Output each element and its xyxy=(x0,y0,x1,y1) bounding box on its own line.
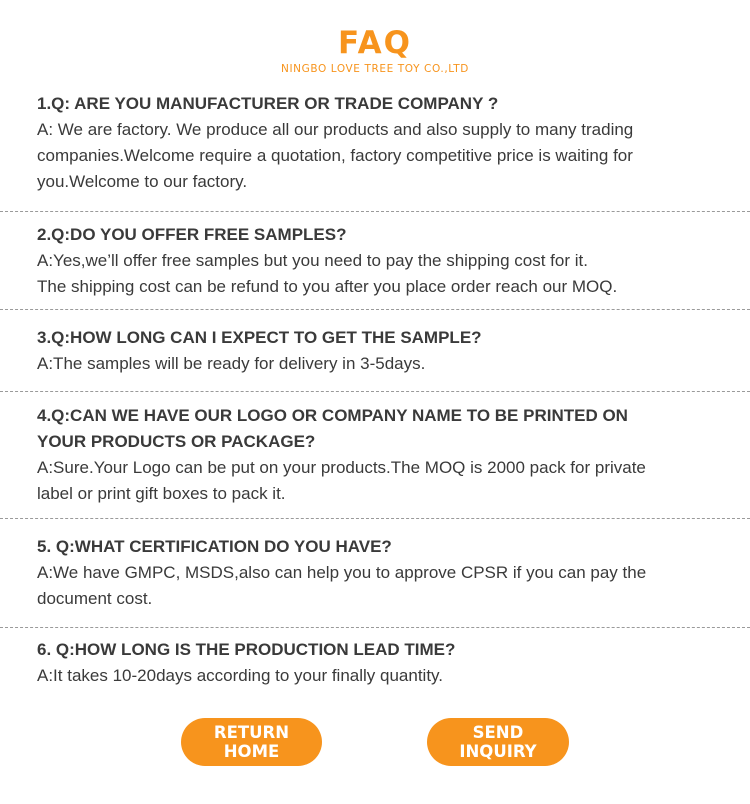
faq-answer-line: A:It takes 10-20days according to your finally quantity. xyxy=(37,666,444,685)
faq-question: 6. Q:HOW LONG IS THE PRODUCTION LEAD TIME? xyxy=(37,640,456,659)
send-inquiry-button[interactable] xyxy=(427,718,569,766)
return-home-button[interactable] xyxy=(181,718,322,766)
faq-question: 5. Q:WHAT CERTIFICATION DO YOU HAVE? xyxy=(37,537,392,556)
faq-item-6 xyxy=(37,637,727,689)
faq-answer-line: A:Yes,we’ll offer free samples but you need to pay the shipping cost for it. xyxy=(37,251,588,270)
faq-answer-line: A:Sure.Your Logo can be put on your products.The MOQ is 2000 pack for private xyxy=(37,458,646,477)
dashed-divider xyxy=(0,518,750,519)
faq-answer-line: you.Welcome to our factory. xyxy=(37,172,248,191)
faq-item-5 xyxy=(37,534,727,612)
faq-question: YOUR PRODUCTS OR PACKAGE? xyxy=(37,432,316,451)
dashed-divider xyxy=(0,211,750,212)
faq-header xyxy=(0,24,750,76)
return-home-label-line-2: HOME xyxy=(223,742,280,761)
return-home-label-line-1: RETURN xyxy=(213,723,290,742)
send-inquiry-label-line-2: INQUIRY xyxy=(459,742,537,761)
faq-question: 1.Q: ARE YOU MANUFACTURER OR TRADE COMPANY ? xyxy=(37,94,499,113)
faq-answer-line: The shipping cost can be refund to you after you place order reach our MOQ. xyxy=(37,277,618,296)
faq-item-4 xyxy=(37,403,727,507)
company-name: NINGBO LOVE TREE TOY CO.,LTD xyxy=(281,63,469,75)
dashed-divider xyxy=(0,309,750,310)
faq-answer-line: A:We have GMPC, MSDS,also can help you to approve CPSR if you can pay the xyxy=(37,563,647,582)
dashed-divider xyxy=(0,627,750,628)
faq-answer-line: A:The samples will be ready for delivery in 3-5days. xyxy=(37,354,426,373)
faq-question: 3.Q:HOW LONG CAN I EXPECT TO GET THE SAMPLE? xyxy=(37,328,482,347)
faq-item-3 xyxy=(37,325,727,377)
faq-question: 2.Q:DO YOU OFFER FREE SAMPLES? xyxy=(37,225,347,244)
send-inquiry-label-line-1: SEND xyxy=(472,723,524,742)
faq-item-2 xyxy=(37,222,727,300)
faq-item-1 xyxy=(37,91,727,195)
faq-answer-line: label or print gift boxes to pack it. xyxy=(37,484,286,503)
faq-answer-line: companies.Welcome require a quotation, factory competitive price is waiting for xyxy=(37,146,633,165)
faq-answer-line: document cost. xyxy=(37,589,153,608)
dashed-divider xyxy=(0,391,750,392)
faq-question: 4.Q:CAN WE HAVE OUR LOGO OR COMPANY NAME TO BE PRINTED ON xyxy=(37,406,628,425)
faq-answer-line: A: We are factory. We produce all our products and also supply to many trading xyxy=(37,120,634,139)
page-title: FAQ xyxy=(338,25,412,61)
